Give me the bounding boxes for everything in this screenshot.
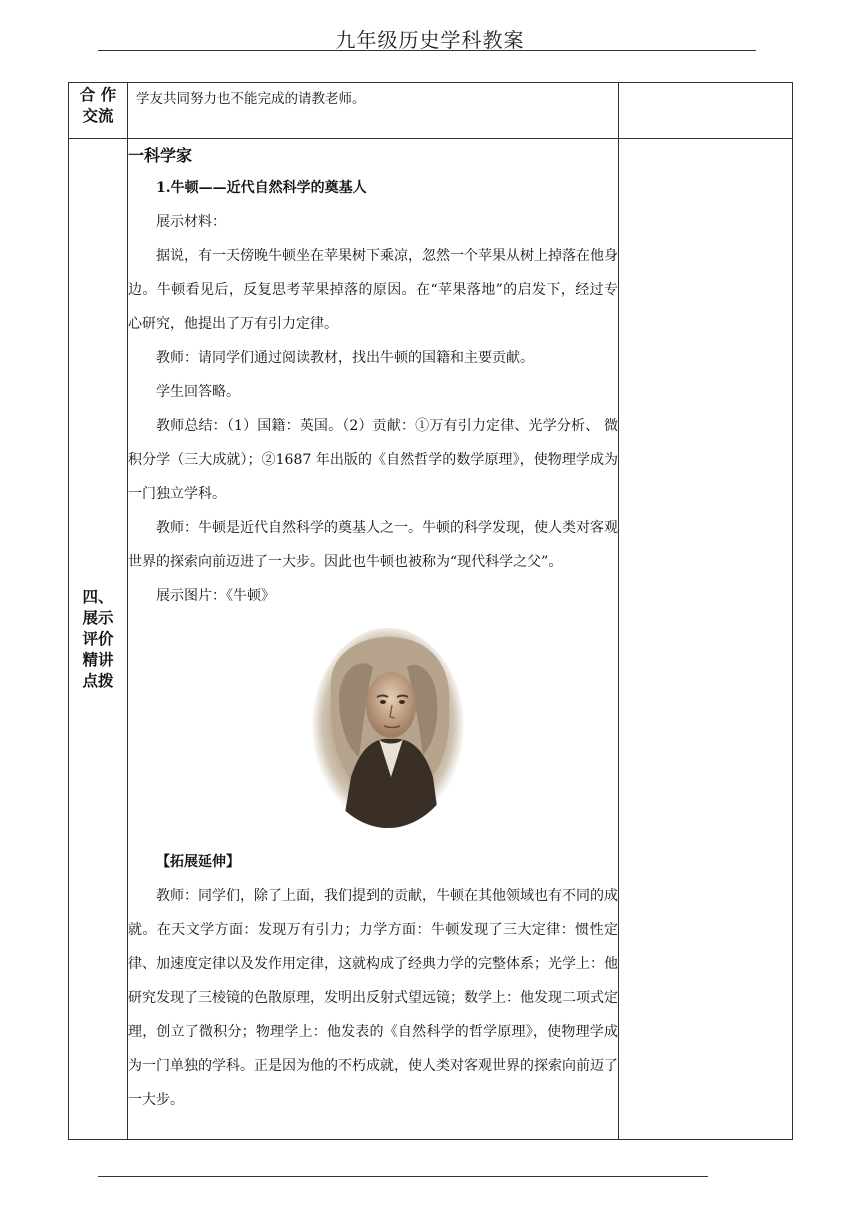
footer-rule (98, 1176, 708, 1177)
newton-portrait-icon (311, 627, 465, 829)
paragraph-teacher-ask: 教师：请同学们通过阅读教材，找出牛顿的国籍和主要贡献。 (156, 350, 534, 366)
paragraph-teacher-note: 教师：牛顿是近代自然科学的奠基人之一。牛顿的科学发现，使人类对客观世界的探索向前迈进了一大步。因此也牛顿也被称为“现代科学之父”。 (128, 520, 618, 570)
side-label-cooperation: 合 作 交流 (69, 83, 128, 139)
extension-title: 【拓展延伸】 (156, 854, 240, 870)
portrait-container (128, 613, 618, 845)
paragraph-extension: 教师：同学们，除了上面，我们提到的贡献，牛顿在其他领域也有不同的成就。在天文学方面：发现万有引力；力学方面：牛顿发现了三大定律：惯性定律、加速度定律以及发作用定律，这就构成了经典力学的完整体系；光学上：他研究发现了三棱镜的色散原理，发明出反射式望远镜；数学上：他发现二项式定理，创立了微积分；物理学上：他发表的《自然科学的哲学原理》，使物理学成为一门单独的学科。正是因为他的不朽成就，使人类对客观世界的探索向前迈了一大步。 (128, 888, 618, 1108)
presentation-content (128, 139, 619, 1140)
paragraph-summary: 教师总结：（1）国籍：英国。（2）贡献：①万有引力定律、光学分析、 微积分学（三大成就）；②1687 年出版的《自然哲学的数学原理》，使物理学成为一门独立学科。 (128, 418, 618, 502)
cooperation-text: 学友共同努力也不能完成的请教老师。 (128, 83, 619, 139)
paragraph-show-image: 展示图片：《牛顿》 (156, 588, 275, 604)
paragraph-show-material: 展示材料： (156, 214, 226, 230)
page-header-title: 九年级历史学科教案 (335, 28, 525, 52)
header-rule (98, 50, 756, 51)
notes-cell-presentation (619, 139, 793, 1140)
paragraph-student: 学生回答略。 (156, 384, 240, 400)
paragraph-story: 据说，有一天傍晚牛顿坐在苹果树下乘凉，忽然一个苹果从树上掉落在他身边。牛顿看见后，反复思考苹果掉落的原因。在“苹果落地”的启发下，经过专心研究，他提出了万有引力定律。 (128, 248, 618, 332)
table-row-presentation (69, 139, 793, 1140)
side-label-presentation: 四、 展示 评价 精讲 点拨 (69, 139, 128, 1140)
table-row-cooperation (69, 83, 793, 139)
notes-cell-cooperation (619, 83, 793, 139)
section-title: 一科学家 (128, 146, 193, 165)
lesson-plan-table (68, 82, 793, 1140)
sub-title: 1.牛顿——近代自然科学的奠基人 (156, 180, 367, 196)
